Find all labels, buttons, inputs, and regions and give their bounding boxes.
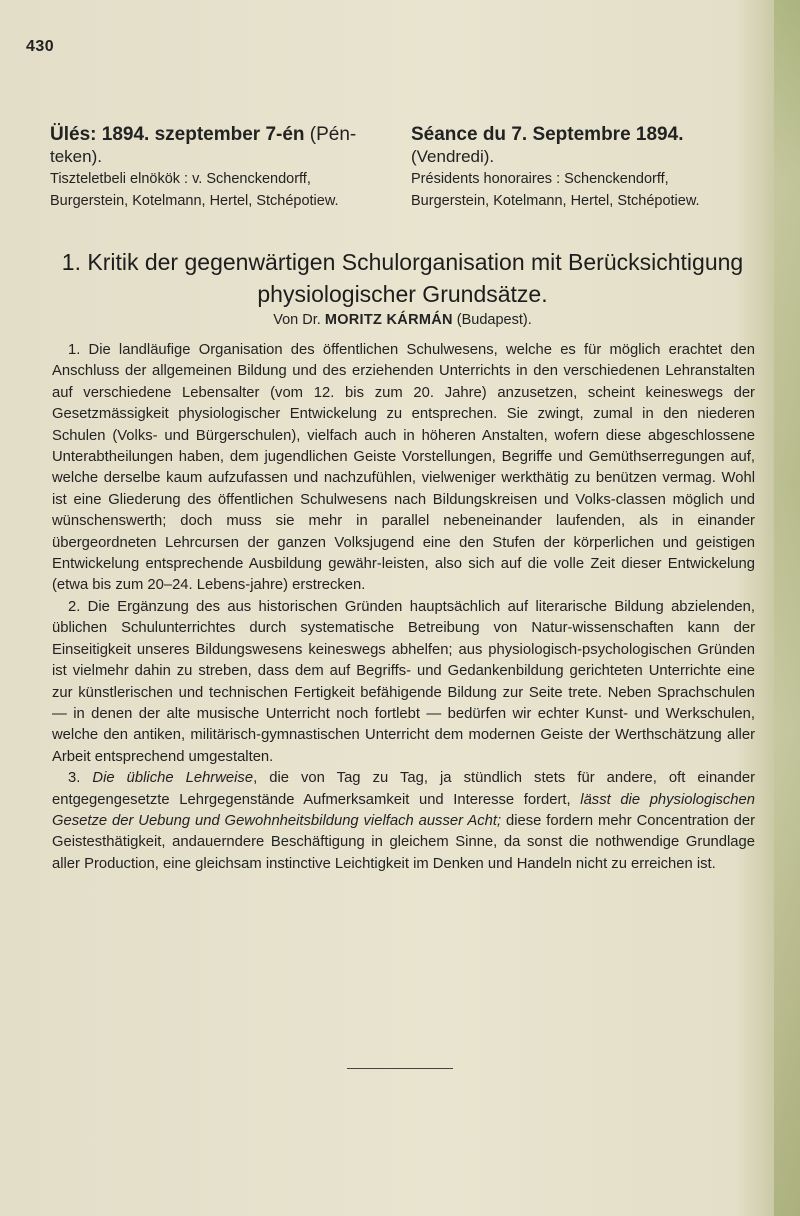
session-hungarian — [50, 124, 395, 212]
session-title-fr: Séance du 7. Septembre 1894. — [411, 124, 684, 145]
presidents-line1-hu: Tiszteletbeli elnökök : v. Schenckendorff, — [50, 171, 311, 187]
p3-emphasis-2: lässt die physiologischen Gesetze der Uebung und Gewohnheitsbildung vielfach ausser Acht; — [52, 791, 755, 829]
paragraph-1: 1. Die landläufige Organisation des öffentlichen Schulwesens, welche es für möglich erachtet den Anschluss der allgemeinen Bildung und des erziehenden Unterrichts in den verschiedenen Lehranstalten auf verschiedene Lebensalter (vom 12. bis zum 20. Jahre) anzusetzen, scheint keineswegs der Gesetzmässigkeit physiologischer Entwickelung zu entsprechen. Sie zwingt, zumal in den niederen Schulen (Volks- und Bürgerschulen), vielfach auch in höheren Anstalten, wofern diese abgeschlossene Unterabtheilungen haben, dem jugendlichen Geiste Vorstellungen, Begriffe und Gemüthserregungen auf, welche derselbe kaum aufzufassen und nachzufühlen, vielweniger werkthätig zu benützen vermag. Wohl ist eine Gliederung des öffentlichen Schulwesens nach Bildungskreisen und Volks-classen möglich und wünschenswerth; doch muss sie mehr in parallel nebeneinander laufenden, als in einander übergeordneten Lehrcursen der ganzen Volksjugend eine den Stufen der körperlichen und geistigen Entwickelung entsprechende Ausbildung gewähr-leisten, also sich auf die volle Zeit dieser Entwickelung (etwa bis zum 20–24. Lebens-jahre) erstrecken. — [52, 342, 755, 594]
presidents-line1-fr: Présidents honoraires : Schenckendorff, — [411, 171, 669, 187]
p3-number: 3. — [68, 770, 93, 787]
article-author — [50, 312, 755, 328]
p3-text-1: , die von Tag zu Tag, ja stündlich stets für andere, oft einander entgegengesetzte Lehrgegenstände Aufmerksamkeit und Interesse fordert, — [52, 770, 756, 808]
article-heading-line2: physiologischer Grundsätze. — [257, 281, 548, 307]
page-edge-stain — [774, 0, 800, 1216]
article-heading-line1: 1. Kritik der gegenwärtigen Schulorganisation mit Berücksichtigung — [61, 249, 744, 275]
session-day-hu: (Pén- — [304, 124, 357, 145]
author-name: MORITZ KÁRMÁN — [324, 312, 453, 328]
article-body — [52, 340, 755, 875]
session-label-hu: Ülés: — [50, 124, 102, 145]
article-heading — [50, 246, 755, 310]
presidents-line2-hu: Burgerstein, Kotelmann, Hertel, Stchépotiew. — [50, 193, 339, 209]
paragraph-3 — [52, 768, 755, 875]
p3-emphasis-1: Die übliche Lehrweise — [92, 770, 254, 787]
presidents-line2-fr: Burgerstein, Kotelmann, Hertel, Stchépotiew. — [411, 193, 700, 209]
session-date-hu: 1894. szeptember 7-én — [101, 124, 305, 145]
session-day-fr: (Vendredi). — [411, 147, 495, 166]
page-number: 430 — [26, 38, 55, 55]
paragraph-2: 2. Die Ergänzung des aus historischen Gründen hauptsächlich auf literarische Bildung abzielenden, üblichen Schulunterrichtes durch systematische Betreibung von Natur-wissenschaften kann der Einseitigkeit unseres Bildungswesens keineswegs abhelfen; aus physiologisch-psychologischen Gründen ist vielmehr dahin zu streben, dass dem auf Begriffs- und Gedankenbildung gerichteten Unterrichte eine zur künstlerischen und technischen Fertigkeit befähigende Bildung zur Seite trete. Neben Sprachschulen — in denen der alte musische Unterricht noch fortlebt — bedürfen wir echter Kunst- und Werkschulen, welche den antiken, militärisch-gymnastischen Unterricht dem modernen Geiste der Werthschätzung aller Arbeit entsprechend umgestalten. — [52, 598, 755, 765]
session-day-cont-hu: teken). — [50, 147, 102, 166]
section-divider — [347, 1068, 453, 1069]
session-title-hu — [50, 124, 395, 146]
author-affiliation: (Budapest). — [452, 312, 532, 328]
p3-text-2: diese fordern mehr Concentration der Geistesthätigkeit, andauerndere Beschäftigung in gleichem Sinne, da sonst die nothwendige Grundlage aller Production, eine gleichsam instinctive Leichtigkeit im Denken und Handeln nicht zu erreichen ist. — [52, 812, 755, 872]
author-prefix: Von Dr. — [273, 312, 325, 328]
session-french — [411, 124, 751, 212]
